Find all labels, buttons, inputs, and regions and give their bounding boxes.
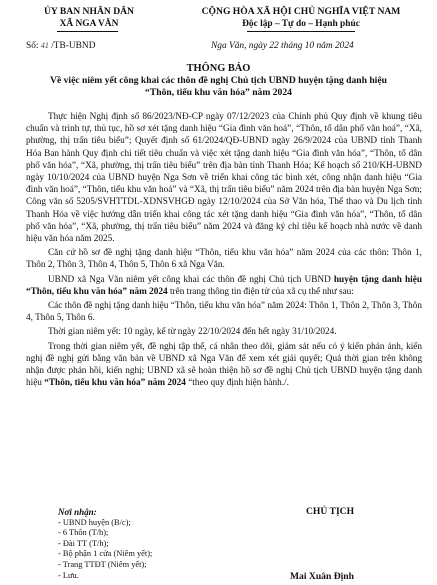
paragraph-posting-period: Thời gian niêm yết: 10 ngày, kể từ ngày 22/10/2024 đến hết ngày 31/10/2024. — [48, 327, 337, 338]
document-subtitle: Về việc niêm yết công khai các thôn đề nghị Chủ tịch UBND huyện tặng danh hiệu “Thôn, tiểu khu văn hóa” năm 2024 — [50, 75, 387, 98]
national-header — [170, 6, 432, 30]
announcement-text-bold: huyện tặng danh hiệu “Thôn, tiểu khu văn hóa” năm 2024 — [26, 274, 422, 297]
recipient-item: - Trang TTĐT (Niêm yết); — [58, 559, 147, 569]
agency-header — [14, 6, 164, 30]
doc-number-value: 41 — [40, 41, 49, 50]
agency-underline — [57, 31, 118, 32]
announcement-text-a: UBND xã Nga Văn niêm yết công khai các thôn đề nghị Chủ tịch UBND — [48, 274, 334, 285]
signer-title: CHỦ TỊCH — [306, 506, 355, 517]
motto-underline — [247, 31, 355, 32]
paragraph-legal-basis: Thực hiện Nghị định số 86/2023/NĐ-CP ngày 07/12/2023 của Chính phủ Quy định về khung tiêu chuẩn và trình tự, thủ tục, hồ sơ xét tặng danh hiệu “Gia đình văn hoá”, “Thôn, tổ dân phố văn hoá”, “Xã, phường, thị trấn tiêu biểu”; Quyết định số 61/2024/QĐ-UBND ngày 26/9/2024 của UBND tỉnh Thanh Hóa Ban hành Quy định chi tiết tiêu chuẩn và việc xét tặng danh hiệu “Gia đình văn hóa”, “Thôn, tổ dân phố văn hóa”, “Xã, phường, thị trấn tiêu biểu” trên địa bàn tỉnh Thanh Hóa; Kế hoạch số 210/KH-UBND ngày 10/10/2024 của UBND huyện Nga Sơn về triển khai công tác bình xét, công nhận danh hiệu “Gia đình văn hoá”, “Thôn, tiểu khu văn hoá” và “Xã, thị trấn tiêu biểu” năm 2024 trên địa bàn huyện Nga Sơn; Công văn số 5205/SVHTTDL-XDNSVHGĐ ngày 12/10/2024 của Sở Văn hóa, Thể thao và Du lịch tỉnh Thanh Hóa về việc hướng dẫn triển khai công tác xét tặng danh hiệu “Gia đình văn hóa”, “Thôn, tổ dân phố văn hóa”, “Xã, phường, thị trấn tiêu biểu” năm 2024 và đăng ký chỉ tiêu kế hoạch nhà nước về danh hiệu văn hóa năm 2025. — [26, 112, 422, 245]
document-date: Nga Văn, ngày 22 tháng 10 năm 2024 — [211, 41, 354, 51]
recipients-block — [58, 507, 218, 581]
document-number — [26, 40, 95, 52]
document-title: THÔNG BÁO — [186, 63, 251, 74]
doc-number-prefix: Số: — [26, 41, 41, 51]
recipient-item: - Lưu. — [58, 570, 79, 580]
doc-number-suffix: /TB-UBND — [48, 41, 96, 51]
paragraph-feedback — [26, 341, 422, 390]
feedback-text-bold: “Thôn, tiểu khu văn hóa” năm 2024 — [44, 378, 186, 389]
recipient-item: - Bộ phận 1 cửa (Niêm yết); — [58, 549, 153, 559]
announcement-text-c: trên trang thông tin điện tử của xã cụ thể như sau: — [167, 286, 354, 297]
recipient-item: - UBND huyện (B/c); — [58, 517, 131, 527]
feedback-text-c: “theo quy định hiện hành./. — [185, 378, 289, 389]
recipient-item: - 6 Thôn (T/h); — [58, 528, 109, 538]
signer-name: Mai Xuân Định — [290, 571, 354, 582]
paragraph-dossier: Căn cứ hồ sơ đề nghị tặng danh hiệu “Thôn, tiểu khu văn hóa” năm 2024 của các thôn: Thôn 1, Thôn 2, Thôn 3, Thôn 4, Thôn 5, Thôn 6 xã Nga Văn. — [26, 248, 422, 271]
agency-name-line2: XÃ NGA VĂN — [59, 19, 119, 29]
recipient-item: - Đài TT (T/h); — [58, 538, 109, 548]
agency-name-line1: ỦY BAN NHÂN DÂN — [44, 6, 134, 17]
national-motto: Độc lập – Tự do – Hạnh phúc — [242, 19, 360, 29]
document-body — [26, 111, 422, 391]
feedback-text-a: Trong thời gian niêm yết, đề nghị tập thể, cá nhân theo dõi, giám sát nếu có ý kiến phản ánh, kiến nghị đề nghị gửi bằng văn bản về UBND xã Nga Văn để xem xét giải quyết; Quá thời gian trên không nhận được phản hồi, kiến nghị; UBND xã sẽ hoàn thiện hồ sơ đề nghị Chủ tịch UBND huyện tặng danh hiệu — [26, 341, 422, 389]
national-title: CỘNG HÒA XÃ HỘI CHỦ NGHĨA VIỆT NAM — [201, 6, 401, 17]
recipients-heading: Nơi nhận: — [58, 507, 97, 517]
paragraph-announcement — [26, 274, 422, 298]
paragraph-village-list: Các thôn đề nghị tặng danh hiệu “Thôn, tiểu khu văn hóa” năm 2024: Thôn 1, Thôn 2, Thôn 3, Thôn 4, Thôn 5, Thôn 6. — [26, 301, 422, 324]
